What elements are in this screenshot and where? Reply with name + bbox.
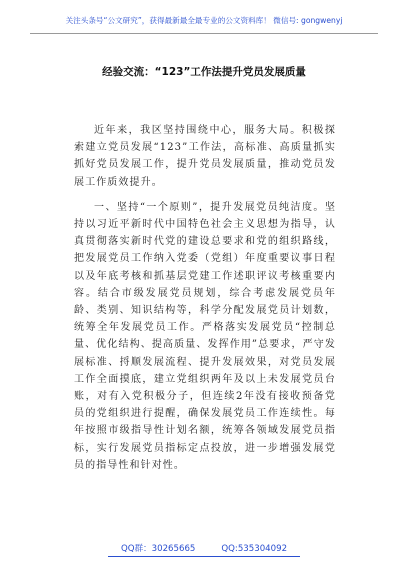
document-body	[74, 122, 336, 474]
document-title: 经验交流：“123”工作法提升党员发展质量	[102, 66, 306, 78]
header-banner[interactable]: 关注头条号“公文研究”，获得最新最全最专业的公文资料库！ 微信号: gongwenyj	[65, 16, 343, 25]
footer-qq-group[interactable]: QQ群：30265665	[120, 544, 196, 554]
footer-contact	[0, 542, 408, 556]
header-divider	[30, 33, 378, 34]
body-paragraph-section-one: 一、坚持“一个原则”，提升发展党员纯洁度。坚持以习近平新时代中国特色社会主义思想为指导，认真贯彻落实新时代党的建设总要求和党的组织路线，把发展党员工作纳入党委（党组）年度重要议事日程以及年底考核和抓基层党建工作述职评议考核重要内容。结合市级发展党员规划，综合考虑发展党员年龄、类别、知识结构等，科学分配发展党员计划数，统筹全年发展党员工作。严格落实发展党员“控制总量、优化结构、提高质量、发挥作用”总要求，严守发展标准、捋顺发展流程、提升发展效果，对党员发展工作全面摸底，建立党组织两年及以上未发展党员台账，对有入党积极分子，但连续2年没有接收预备党员的党组织进行提醒，确保发展党员工作连续性。每年按照市级指导性计划名额，统筹各领域发展党员指标，实行发展党员指标定点投放，进一步增强发展党员的指导性和针对性。	[74, 201, 336, 471]
footer-qq-number[interactable]: QQ:535304092	[221, 544, 288, 554]
body-paragraph-intro: 近年来，我区坚持围绕中心，服务大局。积极探索建立党员发展“123”工作法，高标准、高质量抓实抓好党员发展工作，提升党员发展质量，推动党员发展工作质效提升。	[74, 125, 336, 188]
footer-underline	[108, 556, 300, 557]
